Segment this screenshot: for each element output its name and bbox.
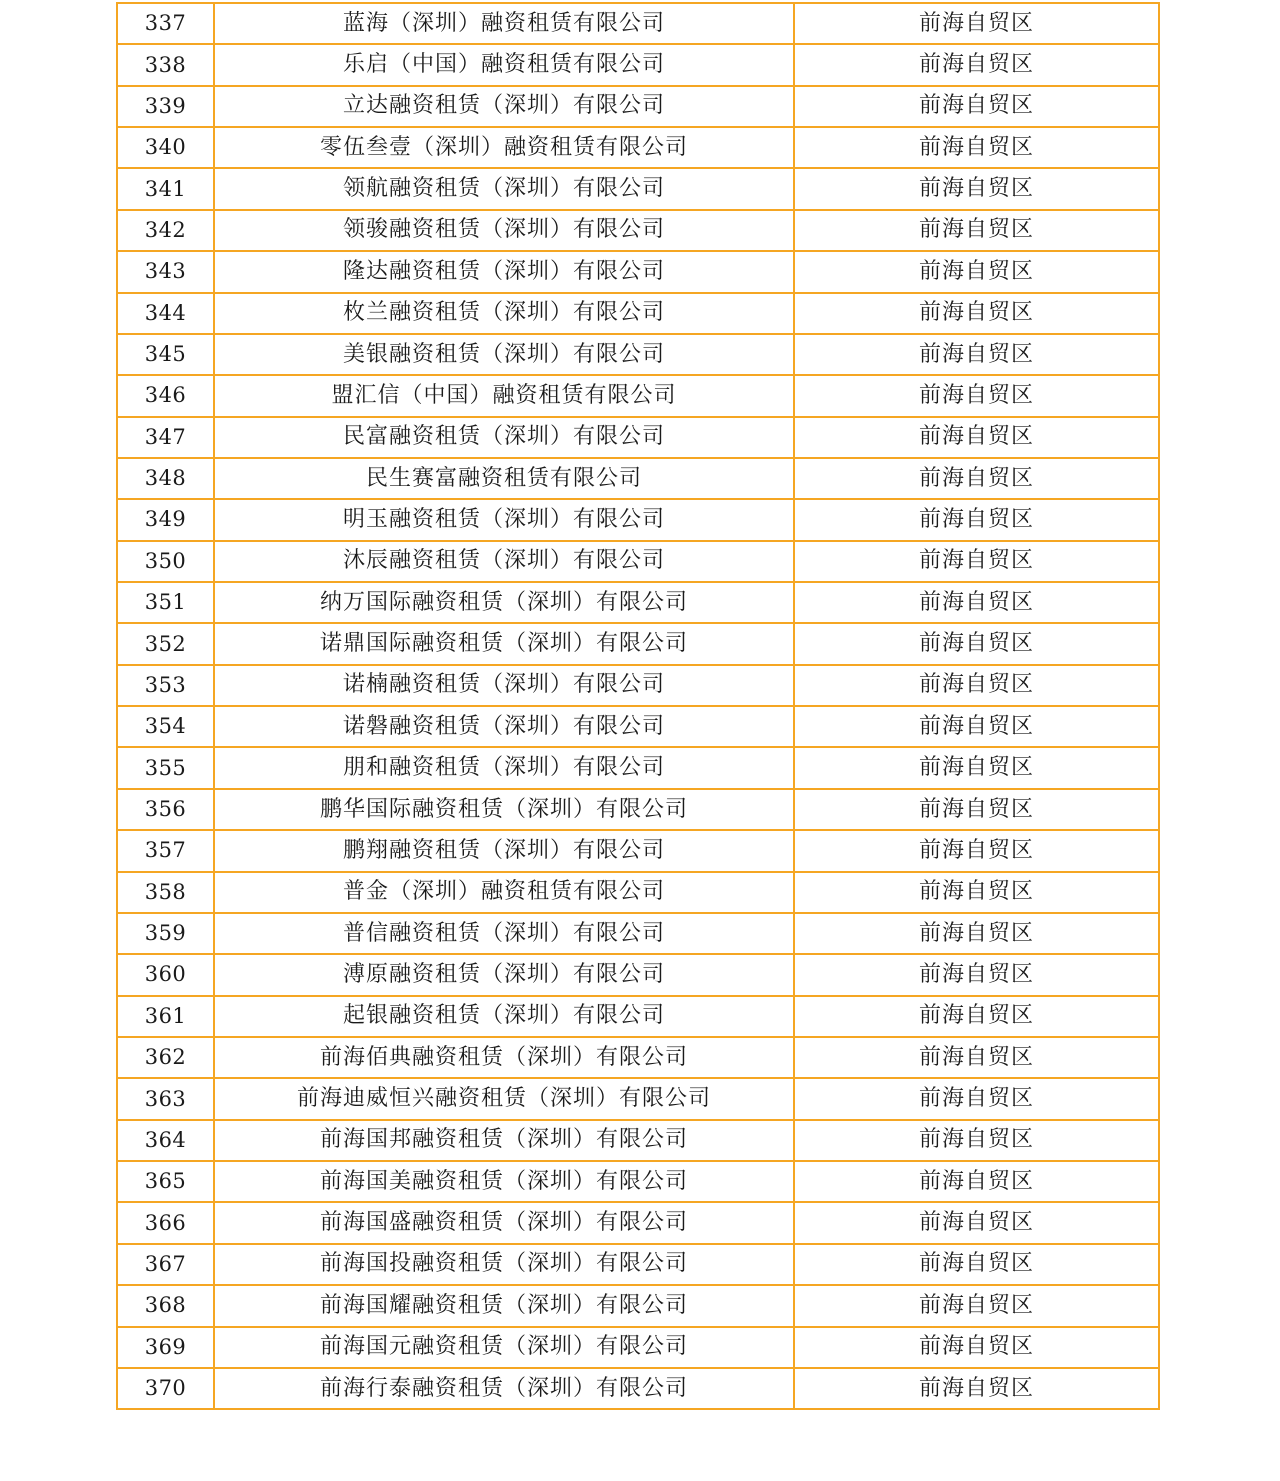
row-number-cell: 360 — [117, 954, 214, 995]
company-name-cell: 前海国耀融资租赁（深圳）有限公司 — [214, 1285, 794, 1326]
table-row — [117, 706, 1159, 747]
region-cell: 前海自贸区 — [794, 706, 1159, 747]
row-number-cell: 365 — [117, 1161, 214, 1202]
company-name-cell: 诺磐融资租赁（深圳）有限公司 — [214, 706, 794, 747]
company-name-cell: 前海国元融资租赁（深圳）有限公司 — [214, 1327, 794, 1368]
table-row — [117, 1161, 1159, 1202]
table-row — [117, 334, 1159, 375]
region-cell: 前海自贸区 — [794, 1244, 1159, 1285]
table-row — [117, 830, 1159, 871]
table-row — [117, 127, 1159, 168]
table-row — [117, 954, 1159, 995]
row-number-cell: 368 — [117, 1285, 214, 1326]
table-row — [117, 1368, 1159, 1409]
company-name-cell: 前海国投融资租赁（深圳）有限公司 — [214, 1244, 794, 1285]
company-name-cell: 盟汇信（中国）融资租赁有限公司 — [214, 375, 794, 416]
region-cell: 前海自贸区 — [794, 1285, 1159, 1326]
table-row — [117, 86, 1159, 127]
row-number-cell: 352 — [117, 623, 214, 664]
company-name-cell: 民生赛富融资租赁有限公司 — [214, 458, 794, 499]
region-cell: 前海自贸区 — [794, 541, 1159, 582]
company-name-cell: 美银融资租赁（深圳）有限公司 — [214, 334, 794, 375]
row-number-cell: 341 — [117, 168, 214, 209]
table-row — [117, 913, 1159, 954]
region-cell: 前海自贸区 — [794, 954, 1159, 995]
company-name-cell: 沐辰融资租赁（深圳）有限公司 — [214, 541, 794, 582]
company-name-cell: 前海佰典融资租赁（深圳）有限公司 — [214, 1037, 794, 1078]
table-row — [117, 499, 1159, 540]
company-name-cell: 前海行泰融资租赁（深圳）有限公司 — [214, 1368, 794, 1409]
row-number-cell: 349 — [117, 499, 214, 540]
table-row — [117, 458, 1159, 499]
table-row — [117, 3, 1159, 44]
table-row — [117, 417, 1159, 458]
table-row — [117, 623, 1159, 664]
region-cell: 前海自贸区 — [794, 417, 1159, 458]
region-cell: 前海自贸区 — [794, 747, 1159, 788]
region-cell: 前海自贸区 — [794, 1368, 1159, 1409]
row-number-cell: 347 — [117, 417, 214, 458]
region-cell: 前海自贸区 — [794, 996, 1159, 1037]
row-number-cell: 346 — [117, 375, 214, 416]
row-number-cell: 362 — [117, 1037, 214, 1078]
region-cell: 前海自贸区 — [794, 293, 1159, 334]
region-cell: 前海自贸区 — [794, 210, 1159, 251]
table-row — [117, 44, 1159, 85]
row-number-cell: 358 — [117, 872, 214, 913]
company-name-cell: 立达融资租赁（深圳）有限公司 — [214, 86, 794, 127]
company-name-cell: 民富融资租赁（深圳）有限公司 — [214, 417, 794, 458]
row-number-cell: 342 — [117, 210, 214, 251]
table-row — [117, 872, 1159, 913]
row-number-cell: 366 — [117, 1202, 214, 1243]
region-cell: 前海自贸区 — [794, 251, 1159, 292]
row-number-cell: 369 — [117, 1327, 214, 1368]
company-name-cell: 普金（深圳）融资租赁有限公司 — [214, 872, 794, 913]
company-list-table — [116, 2, 1160, 1410]
table-row — [117, 665, 1159, 706]
region-cell: 前海自贸区 — [794, 913, 1159, 954]
row-number-cell: 361 — [117, 996, 214, 1037]
region-cell: 前海自贸区 — [794, 127, 1159, 168]
table-row — [117, 1078, 1159, 1119]
region-cell: 前海自贸区 — [794, 830, 1159, 871]
region-cell: 前海自贸区 — [794, 582, 1159, 623]
region-cell: 前海自贸区 — [794, 665, 1159, 706]
row-number-cell: 363 — [117, 1078, 214, 1119]
region-cell: 前海自贸区 — [794, 1327, 1159, 1368]
row-number-cell: 340 — [117, 127, 214, 168]
row-number-cell: 357 — [117, 830, 214, 871]
region-cell: 前海自贸区 — [794, 1037, 1159, 1078]
row-number-cell: 355 — [117, 747, 214, 788]
row-number-cell: 350 — [117, 541, 214, 582]
region-cell: 前海自贸区 — [794, 3, 1159, 44]
row-number-cell: 348 — [117, 458, 214, 499]
company-name-cell: 前海国美融资租赁（深圳）有限公司 — [214, 1161, 794, 1202]
company-name-cell: 零伍叁壹（深圳）融资租赁有限公司 — [214, 127, 794, 168]
row-number-cell: 343 — [117, 251, 214, 292]
region-cell: 前海自贸区 — [794, 86, 1159, 127]
row-number-cell: 354 — [117, 706, 214, 747]
table-row — [117, 1202, 1159, 1243]
table-row — [117, 293, 1159, 334]
region-cell: 前海自贸区 — [794, 1078, 1159, 1119]
row-number-cell: 339 — [117, 86, 214, 127]
region-cell: 前海自贸区 — [794, 1120, 1159, 1161]
row-number-cell: 367 — [117, 1244, 214, 1285]
company-name-cell: 乐启（中国）融资租赁有限公司 — [214, 44, 794, 85]
table-row — [117, 251, 1159, 292]
table-row — [117, 1037, 1159, 1078]
table-row — [117, 375, 1159, 416]
row-number-cell: 359 — [117, 913, 214, 954]
row-number-cell: 337 — [117, 3, 214, 44]
region-cell: 前海自贸区 — [794, 458, 1159, 499]
row-number-cell: 345 — [117, 334, 214, 375]
company-name-cell: 前海迪威恒兴融资租赁（深圳）有限公司 — [214, 1078, 794, 1119]
region-cell: 前海自贸区 — [794, 44, 1159, 85]
table-row — [117, 582, 1159, 623]
region-cell: 前海自贸区 — [794, 1202, 1159, 1243]
table-row — [117, 1120, 1159, 1161]
company-name-cell: 鹏翔融资租赁（深圳）有限公司 — [214, 830, 794, 871]
company-name-cell: 诺鼎国际融资租赁（深圳）有限公司 — [214, 623, 794, 664]
company-name-cell: 明玉融资租赁（深圳）有限公司 — [214, 499, 794, 540]
company-name-cell: 诺楠融资租赁（深圳）有限公司 — [214, 665, 794, 706]
table-row — [117, 1327, 1159, 1368]
row-number-cell: 356 — [117, 789, 214, 830]
region-cell: 前海自贸区 — [794, 872, 1159, 913]
region-cell: 前海自贸区 — [794, 499, 1159, 540]
region-cell: 前海自贸区 — [794, 623, 1159, 664]
table-row — [117, 541, 1159, 582]
region-cell: 前海自贸区 — [794, 375, 1159, 416]
table-row — [117, 996, 1159, 1037]
table-row — [117, 168, 1159, 209]
company-name-cell: 前海国邦融资租赁（深圳）有限公司 — [214, 1120, 794, 1161]
table-row — [117, 1244, 1159, 1285]
table-row — [117, 747, 1159, 788]
region-cell: 前海自贸区 — [794, 789, 1159, 830]
company-name-cell: 鹏华国际融资租赁（深圳）有限公司 — [214, 789, 794, 830]
company-name-cell: 前海国盛融资租赁（深圳）有限公司 — [214, 1202, 794, 1243]
row-number-cell: 370 — [117, 1368, 214, 1409]
company-name-cell: 隆达融资租赁（深圳）有限公司 — [214, 251, 794, 292]
company-name-cell: 朋和融资租赁（深圳）有限公司 — [214, 747, 794, 788]
region-cell: 前海自贸区 — [794, 168, 1159, 209]
company-name-cell: 溥原融资租赁（深圳）有限公司 — [214, 954, 794, 995]
company-name-cell: 纳万国际融资租赁（深圳）有限公司 — [214, 582, 794, 623]
company-name-cell: 枚兰融资租赁（深圳）有限公司 — [214, 293, 794, 334]
region-cell: 前海自贸区 — [794, 1161, 1159, 1202]
row-number-cell: 344 — [117, 293, 214, 334]
region-cell: 前海自贸区 — [794, 334, 1159, 375]
table-row — [117, 1285, 1159, 1326]
row-number-cell: 364 — [117, 1120, 214, 1161]
company-name-cell: 蓝海（深圳）融资租赁有限公司 — [214, 3, 794, 44]
row-number-cell: 353 — [117, 665, 214, 706]
company-name-cell: 起银融资租赁（深圳）有限公司 — [214, 996, 794, 1037]
company-name-cell: 领骏融资租赁（深圳）有限公司 — [214, 210, 794, 251]
table-body — [117, 3, 1159, 1409]
row-number-cell: 338 — [117, 44, 214, 85]
row-number-cell: 351 — [117, 582, 214, 623]
table-row — [117, 789, 1159, 830]
company-name-cell: 普信融资租赁（深圳）有限公司 — [214, 913, 794, 954]
company-name-cell: 领航融资租赁（深圳）有限公司 — [214, 168, 794, 209]
table-row — [117, 210, 1159, 251]
